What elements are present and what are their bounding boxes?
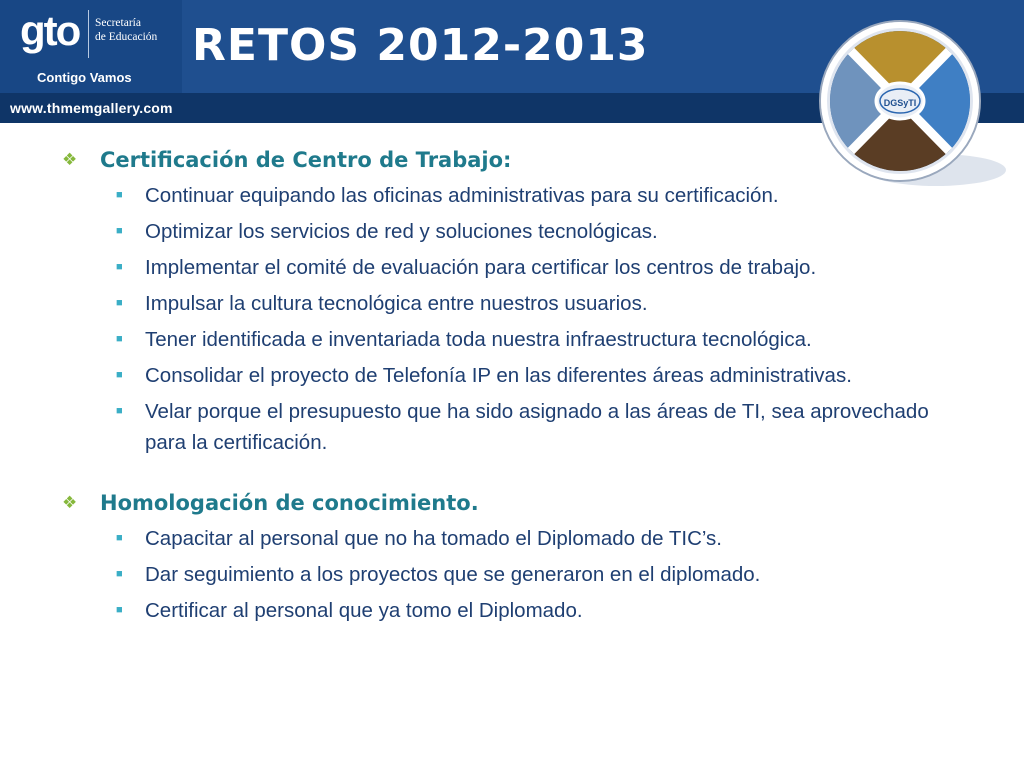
square-bullet-icon: ■ bbox=[116, 297, 123, 309]
list-item bbox=[116, 595, 962, 626]
section-heading-text: Homologación de conocimiento. bbox=[100, 491, 479, 515]
square-bullet-icon: ■ bbox=[116, 225, 123, 237]
square-bullet-icon: ■ bbox=[116, 369, 123, 381]
list-item-text: Optimizar los servicios de red y soluciones tecnológicas. bbox=[145, 220, 658, 243]
list-item bbox=[116, 252, 962, 283]
list-item-text: Implementar el comité de evaluación para certificar los centros de trabajo. bbox=[145, 256, 817, 279]
list-item bbox=[116, 559, 962, 590]
section-homologacion bbox=[62, 488, 962, 626]
diamond-bullet-icon: ❖ bbox=[62, 493, 78, 513]
logo-secretaria-line2: de Educación bbox=[95, 31, 158, 43]
logo-divider bbox=[88, 10, 89, 58]
slide-content bbox=[62, 145, 962, 626]
list-item bbox=[116, 216, 962, 247]
gto-logo bbox=[0, 0, 182, 93]
list-item-text: Capacitar al personal que no ha tomado el Diplomado de TIC’s. bbox=[145, 527, 723, 550]
logo-secretaria-line1: Secretaría bbox=[95, 17, 141, 29]
square-bullet-icon: ■ bbox=[116, 405, 123, 417]
section-heading bbox=[62, 488, 962, 518]
emblem-label: DGSyTI bbox=[883, 98, 917, 108]
logo-secretaria bbox=[95, 16, 157, 44]
list-item-text: Consolidar el proyecto de Telefonía IP en las diferentes áreas administrativas. bbox=[145, 364, 852, 387]
logo-tagline: Contigo Vamos bbox=[37, 70, 132, 85]
logo-brand: gto bbox=[20, 7, 80, 54]
square-bullet-icon: ■ bbox=[116, 532, 123, 544]
square-bullet-icon: ■ bbox=[116, 333, 123, 345]
list-item-text: Continuar equipando las oficinas administrativas para su certificación. bbox=[145, 184, 779, 207]
square-bullet-icon: ■ bbox=[116, 189, 123, 201]
list-item-text: Impulsar la cultura tecnológica entre nuestros usuarios. bbox=[145, 292, 648, 315]
list-item bbox=[116, 288, 962, 319]
list-item-text: Velar porque el presupuesto que ha sido asignado a las áreas de TI, sea aprovechado para la certificación. bbox=[145, 400, 929, 454]
list-item-text: Dar seguimiento a los proyectos que se generaron en el diplomado. bbox=[145, 563, 761, 586]
square-bullet-icon: ■ bbox=[116, 604, 123, 616]
diamond-bullet-icon: ❖ bbox=[62, 150, 78, 170]
list-item-text: Certificar al personal que ya tomo el Diplomado. bbox=[145, 599, 583, 622]
section-heading bbox=[62, 145, 962, 175]
list-item bbox=[116, 180, 962, 211]
slide-title: RETOS 2012-2013 bbox=[192, 20, 649, 71]
section-items bbox=[62, 523, 962, 626]
square-bullet-icon: ■ bbox=[116, 568, 123, 580]
list-item bbox=[116, 523, 962, 554]
website-url: www.thmemgallery.com bbox=[10, 100, 173, 116]
square-bullet-icon: ■ bbox=[116, 261, 123, 273]
list-item bbox=[116, 396, 962, 458]
section-items bbox=[62, 180, 962, 458]
list-item bbox=[116, 360, 962, 391]
section-heading-text: Certificación de Centro de Trabajo: bbox=[100, 148, 512, 172]
section-certificacion bbox=[62, 145, 962, 458]
list-item-text: Tener identificada e inventariada toda nuestra infraestructura tecnológica. bbox=[145, 328, 812, 351]
list-item bbox=[116, 324, 962, 355]
